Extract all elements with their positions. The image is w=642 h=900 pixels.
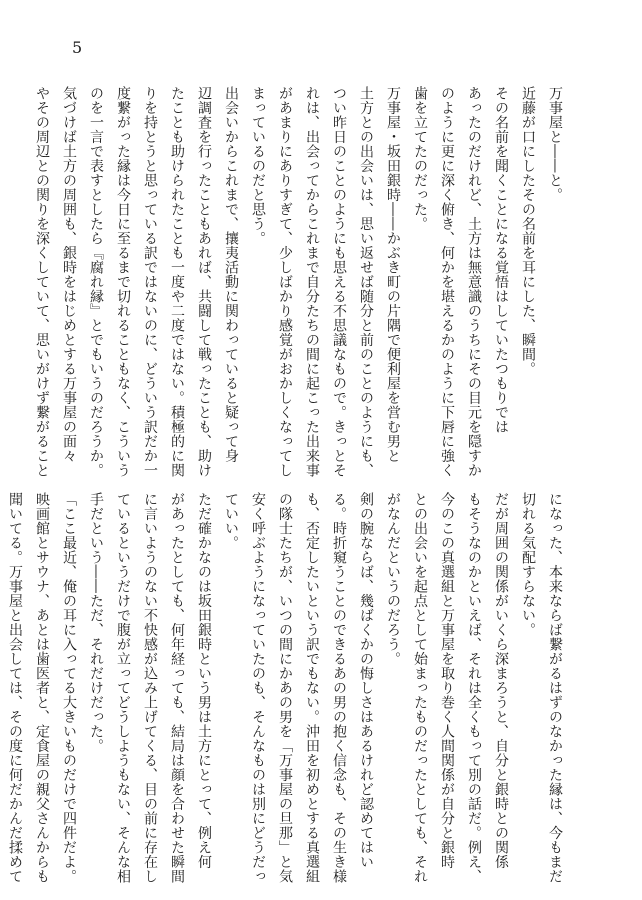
text-line: ているというだけで腹が立ってどうしようもない、そんな相 bbox=[115, 492, 131, 884]
text-line: あったのだけれど、土方は無意識のうちにその目元を隠すか bbox=[466, 86, 482, 478]
page-number: 5 bbox=[72, 38, 83, 57]
text-line: 近藤が口にしたその名前を耳にした、瞬間。 bbox=[520, 86, 536, 376]
text-line: だが周囲の関係がいくら深まろうと、自分と銀時との関係 bbox=[493, 492, 509, 869]
text-line: 「ここ最近、俺の耳に入ってる大きいものだけで四件だよ。 bbox=[61, 492, 77, 884]
lower-text-block bbox=[7, 492, 568, 884]
text-line: る。時折窺うことのできるあの男の抱く信念も、その生き様 bbox=[331, 492, 347, 884]
text-line: のように更に深く俯き、何かを堪えるかのように下唇に強く bbox=[439, 86, 455, 478]
text-line: ただ確かなのは坂田銀時という男は土方にとって、例え何 bbox=[196, 492, 212, 869]
text-line: 聞いてる。万事屋と出会しては、その度に何だかんだ揉めて bbox=[7, 492, 23, 884]
text-line: 切れる気配すらない。 bbox=[520, 492, 536, 637]
text-line: 安く呼ぶようになっていたのも、そんなものは別にどうだっ bbox=[250, 492, 266, 884]
text-line: になった、本来ならば繋がるはずのなかった縁は、今もまだ bbox=[547, 492, 563, 884]
text-line: がなんだというのだろう。 bbox=[385, 492, 401, 666]
text-line: の隊士たちが、いつの間にかあの男を「万事屋の旦那」と気 bbox=[277, 492, 293, 884]
text-line: まっているのだと思う。 bbox=[250, 86, 266, 246]
text-line: れは、出会ってからこれまで自分たちの間に起こった出来事 bbox=[304, 86, 320, 478]
text-line: 度繋がった縁は今日に至るまで切れることもなく、こういう bbox=[115, 86, 131, 478]
upper-text-block bbox=[34, 86, 568, 486]
text-line: ていい。 bbox=[223, 492, 239, 550]
text-line: もそうなのかといえば、それは全くもって別の話だ。例え、 bbox=[466, 492, 482, 884]
text-line: があまりにありすぎて、少しばかり感覚がおかしくなってし bbox=[277, 86, 293, 478]
text-line: りを持とうと思っている訳ではないのに、どういう訳だか一 bbox=[142, 86, 158, 478]
text-line: その名前を聞くことになる覚悟はしていたつもりでは bbox=[493, 86, 509, 434]
text-line: との出会いを起点として始まったものだったとしても、それ bbox=[412, 492, 428, 884]
text-line: 辺調査を行ったこともあれば、共闘して戦ったことも、助け bbox=[196, 86, 212, 478]
text-line: 今のこの真選組と万事屋を取り巻く人間関係が自分と銀時 bbox=[439, 492, 455, 869]
text-line: 万事屋と――と。 bbox=[547, 86, 563, 202]
text-line: たことも助けられたことも一度や二度ではない。積極的に関 bbox=[169, 86, 185, 478]
text-line: やその周辺との関りを深くしていて、思いがけず繋がること bbox=[34, 86, 50, 478]
text-line: 剣の腕ならば、幾ばくかの悔しさはあるけれど認めてはい bbox=[358, 492, 374, 869]
text-line: があったとしても、何年経っても、結局は顔を合わせた瞬間 bbox=[169, 492, 185, 884]
text-line: のを一言で表すとしたら『腐れ縁』とでもいうのだろうか。 bbox=[88, 86, 104, 478]
text-line: に言いようのない不快感が込み上げてくる、目の前に存在し bbox=[142, 492, 158, 884]
text-line: 映画館とサウナ、あとは歯医者と、定食屋の親父さんからも bbox=[34, 492, 50, 884]
text-line: 気づけば土方の周囲も、銀時をはじめとする万事屋の面々 bbox=[61, 86, 77, 463]
text-line: 万事屋・坂田銀時――かぶき町の片隅で便利屋を営む男と bbox=[385, 86, 401, 463]
text-line: 手だという――ただ、それだけだった。 bbox=[88, 492, 104, 753]
text-line: も、否定したいという訳でもない。沖田を初めとする真選組 bbox=[304, 492, 320, 884]
text-line: 土方との出会いは、思い返せば随分と前のことのようにも、 bbox=[358, 86, 374, 478]
text-line: 出会いからこれまで、攘夷活動に関わっていると疑って身 bbox=[223, 86, 239, 463]
text-line: 歯を立てたのだった。 bbox=[412, 86, 428, 231]
text-line: つい昨日のことのようにも思える不思議なもので。きっとそ bbox=[331, 86, 347, 478]
